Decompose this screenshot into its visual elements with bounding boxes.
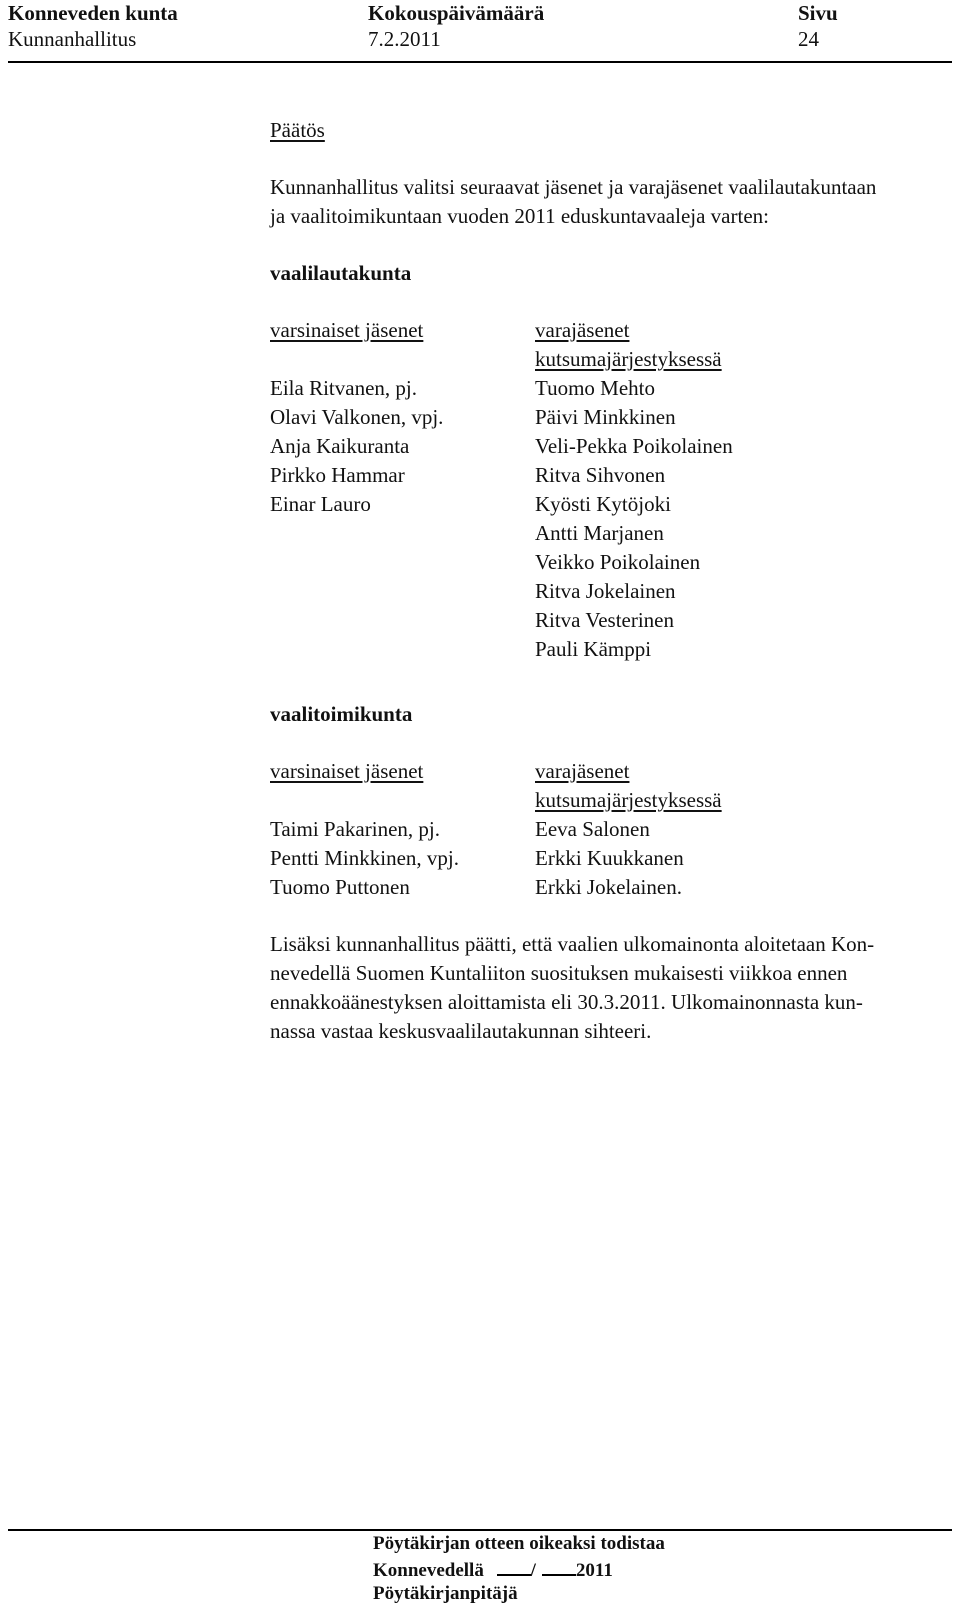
vaalilautakunta-title: vaalilautakunta — [270, 261, 412, 285]
additional-paragraph-line-3: ennakkoäänestyksen aloittamista eli 30.3.2011. Ulkomainonnasta kun- — [270, 990, 863, 1014]
vaalilautakunta-deputies-list — [535, 374, 733, 664]
certification-text: Pöytäkirjan otteen oikeaksi todistaa — [373, 1533, 665, 1554]
vaalitoimikunta-members-list — [270, 815, 459, 902]
member-name: Pentti Minkkinen, vpj. — [270, 846, 459, 870]
vaalilautakunta-deputies-label-line-2: kutsumajärjestyksessä — [535, 347, 722, 371]
page-label: Sivu — [798, 1, 838, 25]
decision-intro-line-2: ja vaalitoimikuntaan vuoden 2011 eduskuntavaaleja varten: — [270, 204, 769, 228]
month-blank — [542, 1556, 576, 1576]
decision-intro-line-1: Kunnanhallitus valitsi seuraavat jäsenet ja varajäsenet vaalilautakuntaan — [270, 175, 877, 199]
signer-title: Pöytäkirjanpitäjä — [373, 1583, 518, 1604]
member-name: Olavi Valkonen, vpj. — [270, 405, 444, 429]
meeting-date: 7.2.2011 — [368, 27, 441, 51]
body-name: Kunnanhallitus — [8, 27, 137, 51]
vaalitoimikunta-deputies-list — [535, 815, 684, 902]
member-name: Einar Lauro — [270, 492, 371, 516]
decision-heading: Päätös — [270, 118, 325, 142]
member-name: Eila Ritvanen, pj. — [270, 376, 417, 400]
vaalilautakunta-deputies-label-line-1: varajäsenet — [535, 318, 630, 342]
vaalitoimikunta-title: vaalitoimikunta — [270, 702, 413, 726]
deputy-name: Antti Marjanen — [535, 521, 664, 545]
page-number: 24 — [798, 27, 819, 51]
vaalitoimikunta-members-label: varsinaiset jäsenet — [270, 759, 424, 783]
certification-year: 2011 — [575, 1560, 613, 1581]
certification-place-date — [373, 1556, 613, 1583]
deputy-name: Ritva Vesterinen — [535, 608, 675, 632]
day-blank — [497, 1556, 531, 1576]
deputy-name: Pauli Kämppi — [535, 637, 652, 661]
deputy-name: Erkki Jokelainen. — [535, 875, 682, 899]
member-name: Taimi Pakarinen, pj. — [270, 817, 440, 841]
vaalitoimikunta-deputies-label-line-1: varajäsenet — [535, 759, 630, 783]
deputy-name: Veikko Poikolainen — [535, 550, 701, 574]
meeting-date-label: Kokouspäivämäärä — [368, 1, 545, 25]
header-rule — [8, 61, 952, 63]
deputy-name: Ritva Jokelainen — [535, 579, 676, 603]
deputy-name: Erkki Kuukkanen — [535, 846, 684, 870]
date-separator: / — [530, 1560, 536, 1581]
vaalitoimikunta-deputies-label-line-2: kutsumajärjestyksessä — [535, 788, 722, 812]
deputy-name: Kyösti Kytöjoki — [535, 492, 671, 516]
member-name: Tuomo Puttonen — [270, 875, 410, 899]
vaalilautakunta-members-list — [270, 374, 443, 519]
additional-paragraph-line-2: nevedellä Suomen Kuntaliiton suosituksen mukaisesti viikkoa ennen — [270, 961, 848, 985]
deputy-name: Veli-Pekka Poikolainen — [535, 434, 733, 458]
member-name: Pirkko Hammar — [270, 463, 405, 487]
deputy-name: Ritva Sihvonen — [535, 463, 666, 487]
vaalilautakunta-members-label: varsinaiset jäsenet — [270, 318, 424, 342]
municipality-name: Konneveden kunta — [8, 1, 178, 25]
place-name: Konnevedellä — [373, 1560, 484, 1581]
deputy-name: Tuomo Mehto — [535, 376, 656, 400]
deputy-name: Eeva Salonen — [535, 817, 650, 841]
additional-paragraph-line-1: Lisäksi kunnanhallitus päätti, että vaalien ulkomainonta aloitetaan Kon- — [270, 932, 875, 956]
deputy-name: Päivi Minkkinen — [535, 405, 676, 429]
member-name: Anja Kaikuranta — [270, 434, 410, 458]
additional-paragraph-line-4: nassa vastaa keskusvaalilautakunnan sihteeri. — [270, 1019, 652, 1043]
